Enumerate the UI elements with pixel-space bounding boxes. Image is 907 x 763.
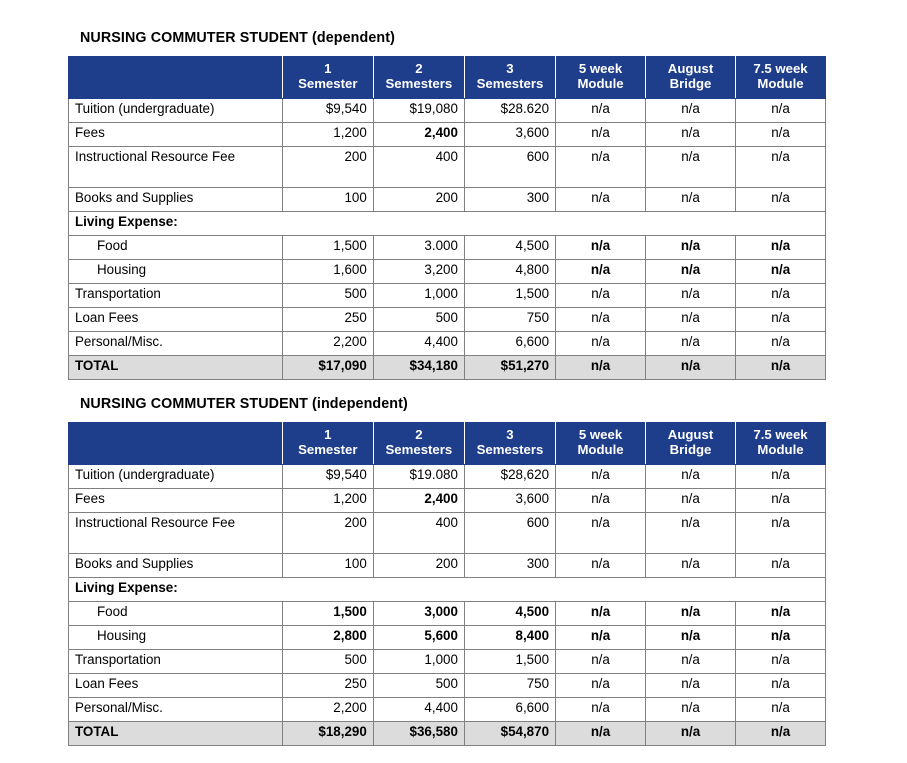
section-label: Living Expense:	[69, 211, 826, 235]
cell-august-bridge: n/a	[646, 721, 736, 745]
cell-2-semesters: 3,200	[373, 259, 464, 283]
cell-august-bridge: n/a	[646, 553, 736, 577]
cell-1-semester: $9,540	[282, 98, 373, 122]
cell-3-semesters: 600	[464, 512, 555, 553]
row-label: Food	[69, 235, 283, 259]
table-row	[69, 512, 826, 553]
cell-2-semesters: 200	[373, 553, 464, 577]
header-line-2: Bridge	[669, 441, 712, 457]
cell-3-semesters: $28,620	[464, 464, 555, 488]
row-label: Housing	[69, 259, 283, 283]
cell-3-semesters: 6,600	[464, 331, 555, 355]
table-row	[69, 146, 826, 187]
header-line-1: 5 week	[578, 427, 623, 442]
cell-7-5-week-module: n/a	[736, 488, 826, 512]
cell-1-semester: 1,500	[282, 601, 373, 625]
cell-1-semester: 100	[282, 553, 373, 577]
cell-3-semesters: $54,870	[464, 721, 555, 745]
cell-august-bridge: n/a	[646, 464, 736, 488]
cell-7-5-week-module: n/a	[736, 697, 826, 721]
cell-1-semester: 200	[282, 512, 373, 553]
cell-1-semester: 250	[282, 673, 373, 697]
row-label: Fees	[69, 488, 283, 512]
cell-5-week-module: n/a	[556, 673, 646, 697]
cost-table-dependent	[68, 56, 826, 380]
column-header-august-bridge	[646, 423, 736, 465]
cell-august-bridge: n/a	[646, 307, 736, 331]
cell-5-week-module: n/a	[556, 488, 646, 512]
row-label: Books and Supplies	[69, 553, 283, 577]
row-label: Food	[69, 601, 283, 625]
cell-1-semester: $18,290	[282, 721, 373, 745]
cell-1-semester: 200	[282, 146, 373, 187]
cell-3-semesters: 6,600	[464, 697, 555, 721]
section-row-living-expense	[69, 577, 826, 601]
cell-august-bridge: n/a	[646, 673, 736, 697]
cell-5-week-module: n/a	[556, 331, 646, 355]
table-row	[69, 464, 826, 488]
table-title-independent: NURSING COMMUTER STUDENT (independent)	[80, 396, 408, 412]
header-line-1: 3	[506, 61, 514, 76]
cell-7-5-week-module: n/a	[736, 307, 826, 331]
row-label: Tuition (undergraduate)	[69, 98, 283, 122]
cell-2-semesters: 4,400	[373, 697, 464, 721]
cell-7-5-week-module: n/a	[736, 649, 826, 673]
cell-1-semester: 2,800	[282, 625, 373, 649]
cell-2-semesters: $19,080	[373, 98, 464, 122]
cell-7-5-week-module: n/a	[736, 512, 826, 553]
header-line-1: 7.5 week	[753, 61, 808, 76]
column-header-3-semesters	[464, 57, 555, 99]
cell-5-week-module: n/a	[556, 464, 646, 488]
cell-2-semesters: 2,400	[373, 488, 464, 512]
cell-2-semesters: 4,400	[373, 331, 464, 355]
cell-3-semesters: 600	[464, 146, 555, 187]
row-label: Tuition (undergraduate)	[69, 464, 283, 488]
row-label: Instructional Resource Fee	[69, 146, 283, 187]
column-header-7-5-week-module	[736, 423, 826, 465]
cell-5-week-module: n/a	[556, 649, 646, 673]
cell-7-5-week-module: n/a	[736, 601, 826, 625]
table-body-independent	[69, 464, 826, 745]
cell-2-semesters: 500	[373, 307, 464, 331]
cell-3-semesters: 4,800	[464, 259, 555, 283]
cell-7-5-week-module: n/a	[736, 673, 826, 697]
cell-1-semester: 2,200	[282, 331, 373, 355]
cell-3-semesters: 4,500	[464, 235, 555, 259]
cell-7-5-week-module: n/a	[736, 235, 826, 259]
table-title-dependent: NURSING COMMUTER STUDENT (dependent)	[80, 30, 395, 46]
column-header-august-bridge	[646, 57, 736, 99]
header-line-1: 2	[415, 61, 423, 76]
column-header-2-semesters	[373, 423, 464, 465]
row-label: Fees	[69, 122, 283, 146]
header-line-2: Semesters	[385, 75, 453, 91]
cell-2-semesters: 5,600	[373, 625, 464, 649]
cell-2-semesters: 200	[373, 187, 464, 211]
row-label: Transportation	[69, 649, 283, 673]
column-header-5-week-module	[556, 423, 646, 465]
cell-7-5-week-module: n/a	[736, 553, 826, 577]
cell-3-semesters: 1,500	[464, 283, 555, 307]
cell-5-week-module: n/a	[556, 146, 646, 187]
cell-5-week-module: n/a	[556, 512, 646, 553]
total-row	[69, 721, 826, 745]
header-line-1: 2	[415, 427, 423, 442]
cell-5-week-module: n/a	[556, 697, 646, 721]
cell-1-semester: 1,200	[282, 122, 373, 146]
cell-1-semester: $9,540	[282, 464, 373, 488]
cell-5-week-module: n/a	[556, 307, 646, 331]
header-line-1: 7.5 week	[753, 427, 808, 442]
cell-august-bridge: n/a	[646, 235, 736, 259]
cell-2-semesters: 1,000	[373, 649, 464, 673]
table-row	[69, 331, 826, 355]
cell-1-semester: 1,600	[282, 259, 373, 283]
row-label: Personal/Misc.	[69, 331, 283, 355]
cell-august-bridge: n/a	[646, 697, 736, 721]
cell-3-semesters: 300	[464, 553, 555, 577]
table-body-dependent	[69, 98, 826, 379]
header-line-2: Module	[757, 441, 804, 457]
header-line-2: Semester	[298, 75, 358, 91]
cell-3-semesters: 4,500	[464, 601, 555, 625]
table-row	[69, 488, 826, 512]
cell-5-week-module: n/a	[556, 122, 646, 146]
column-header-7-5-week-module	[736, 57, 826, 99]
table-header-independent	[69, 423, 826, 465]
table-row	[69, 601, 826, 625]
table-row	[69, 673, 826, 697]
section-row-living-expense	[69, 211, 826, 235]
cell-3-semesters: 3,600	[464, 488, 555, 512]
table-row	[69, 625, 826, 649]
row-label: Housing	[69, 625, 283, 649]
row-label: Transportation	[69, 283, 283, 307]
table-row	[69, 259, 826, 283]
cell-3-semesters: 8,400	[464, 625, 555, 649]
header-line-2: Semesters	[476, 441, 544, 457]
cell-august-bridge: n/a	[646, 649, 736, 673]
cell-3-semesters: 300	[464, 187, 555, 211]
column-header-5-week-module	[556, 57, 646, 99]
row-label: TOTAL	[69, 355, 283, 379]
cell-2-semesters: 3,000	[373, 601, 464, 625]
header-row	[69, 57, 826, 99]
cell-5-week-module: n/a	[556, 98, 646, 122]
header-line-1: 5 week	[578, 61, 623, 76]
cell-2-semesters: $36,580	[373, 721, 464, 745]
cell-7-5-week-module: n/a	[736, 187, 826, 211]
cell-7-5-week-module: n/a	[736, 259, 826, 283]
header-line-1: 1	[324, 61, 332, 76]
cell-7-5-week-module: n/a	[736, 355, 826, 379]
cell-3-semesters: 1,500	[464, 649, 555, 673]
header-row	[69, 423, 826, 465]
cell-5-week-module: n/a	[556, 355, 646, 379]
cell-7-5-week-module: n/a	[736, 146, 826, 187]
cell-7-5-week-module: n/a	[736, 625, 826, 649]
cell-5-week-module: n/a	[556, 601, 646, 625]
table-row	[69, 553, 826, 577]
cell-3-semesters: 750	[464, 307, 555, 331]
cell-2-semesters: $19.080	[373, 464, 464, 488]
cell-august-bridge: n/a	[646, 625, 736, 649]
cell-2-semesters: 500	[373, 673, 464, 697]
cost-table-block-independent	[68, 396, 826, 746]
cell-3-semesters: $51,270	[464, 355, 555, 379]
table-row	[69, 98, 826, 122]
column-header-2-semesters	[373, 57, 464, 99]
header-line-2: Bridge	[669, 75, 712, 91]
row-label: Instructional Resource Fee	[69, 512, 283, 553]
cell-august-bridge: n/a	[646, 355, 736, 379]
cost-table-independent	[68, 422, 826, 746]
table-row	[69, 122, 826, 146]
cell-august-bridge: n/a	[646, 512, 736, 553]
table-row	[69, 649, 826, 673]
cell-august-bridge: n/a	[646, 146, 736, 187]
row-label: Loan Fees	[69, 673, 283, 697]
header-line-2: Semester	[298, 441, 358, 457]
cell-2-semesters: 400	[373, 146, 464, 187]
cell-1-semester: 500	[282, 283, 373, 307]
cell-1-semester: 2,200	[282, 697, 373, 721]
cell-august-bridge: n/a	[646, 488, 736, 512]
column-header-blank	[69, 57, 283, 99]
table-row	[69, 283, 826, 307]
cell-5-week-module: n/a	[556, 235, 646, 259]
row-label: TOTAL	[69, 721, 283, 745]
column-header-blank	[69, 423, 283, 465]
cell-5-week-module: n/a	[556, 283, 646, 307]
cell-1-semester: 1,500	[282, 235, 373, 259]
cell-1-semester: 500	[282, 649, 373, 673]
table-row	[69, 307, 826, 331]
column-header-3-semesters	[464, 423, 555, 465]
column-header-1-semester	[282, 423, 373, 465]
cell-august-bridge: n/a	[646, 259, 736, 283]
cell-7-5-week-module: n/a	[736, 721, 826, 745]
cell-5-week-module: n/a	[556, 553, 646, 577]
cell-7-5-week-module: n/a	[736, 464, 826, 488]
cell-august-bridge: n/a	[646, 331, 736, 355]
cell-august-bridge: n/a	[646, 283, 736, 307]
cell-3-semesters: 3,600	[464, 122, 555, 146]
table-row	[69, 187, 826, 211]
row-label: Loan Fees	[69, 307, 283, 331]
cell-august-bridge: n/a	[646, 122, 736, 146]
header-line-1: August	[667, 427, 714, 442]
cost-table-block-dependent	[68, 30, 826, 380]
cell-7-5-week-module: n/a	[736, 331, 826, 355]
header-line-2: Module	[577, 441, 624, 457]
cell-5-week-module: n/a	[556, 721, 646, 745]
header-line-1: 3	[506, 427, 514, 442]
header-line-1: August	[667, 61, 714, 76]
table-row	[69, 697, 826, 721]
cell-august-bridge: n/a	[646, 601, 736, 625]
table-row	[69, 235, 826, 259]
cell-5-week-module: n/a	[556, 625, 646, 649]
header-line-2: Semesters	[385, 441, 453, 457]
cell-2-semesters: 1,000	[373, 283, 464, 307]
cell-7-5-week-module: n/a	[736, 122, 826, 146]
header-line-2: Module	[577, 75, 624, 91]
cell-august-bridge: n/a	[646, 187, 736, 211]
cell-2-semesters: 400	[373, 512, 464, 553]
cell-1-semester: $17,090	[282, 355, 373, 379]
total-row	[69, 355, 826, 379]
cell-5-week-module: n/a	[556, 187, 646, 211]
cell-5-week-module: n/a	[556, 259, 646, 283]
row-label: Personal/Misc.	[69, 697, 283, 721]
cell-1-semester: 1,200	[282, 488, 373, 512]
cell-1-semester: 250	[282, 307, 373, 331]
column-header-1-semester	[282, 57, 373, 99]
cell-3-semesters: 750	[464, 673, 555, 697]
header-line-1: 1	[324, 427, 332, 442]
cell-7-5-week-module: n/a	[736, 283, 826, 307]
cell-3-semesters: $28.620	[464, 98, 555, 122]
cell-7-5-week-module: n/a	[736, 98, 826, 122]
cell-1-semester: 100	[282, 187, 373, 211]
cell-2-semesters: 2,400	[373, 122, 464, 146]
cell-2-semesters: $34,180	[373, 355, 464, 379]
cell-august-bridge: n/a	[646, 98, 736, 122]
header-line-2: Module	[757, 75, 804, 91]
cell-2-semesters: 3.000	[373, 235, 464, 259]
header-line-2: Semesters	[476, 75, 544, 91]
row-label: Books and Supplies	[69, 187, 283, 211]
section-label: Living Expense:	[69, 577, 826, 601]
table-header-dependent	[69, 57, 826, 99]
